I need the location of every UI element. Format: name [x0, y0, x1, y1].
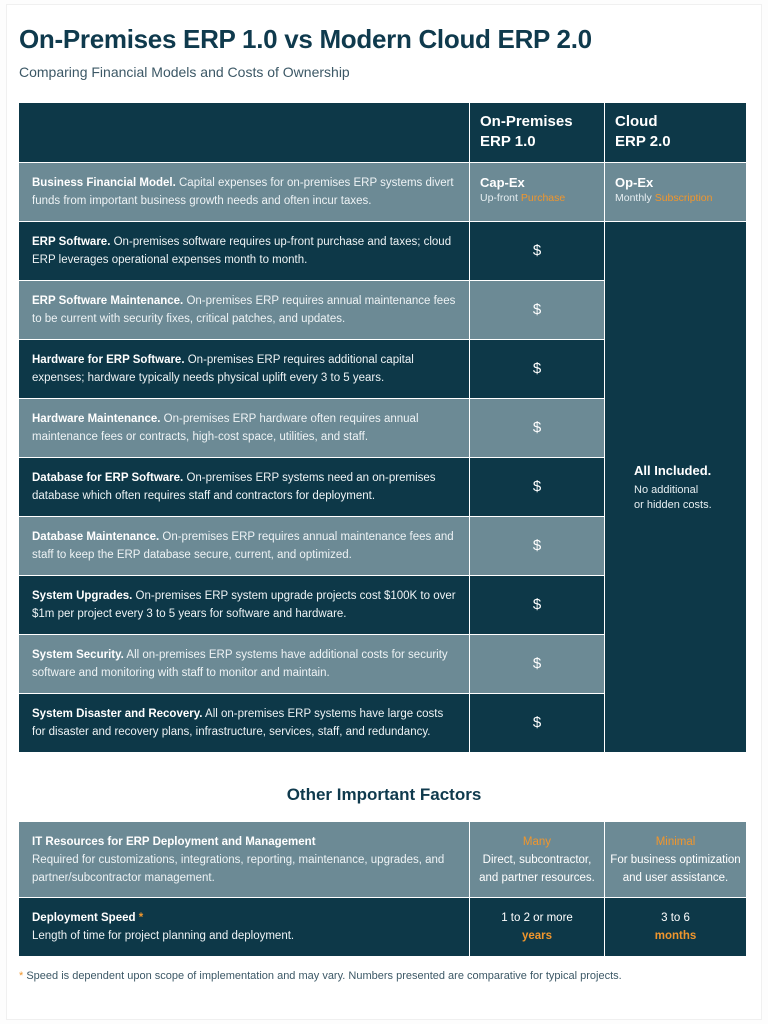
all-included-line2: or hidden costs. [634, 498, 712, 511]
header-onprem-line1: On-Premises [480, 113, 573, 130]
row-text: All on-premises ERP systems have large costs for disaster and recovery plans, infrastructure, services, staff, and redundancy. [32, 708, 444, 738]
all-included-heading: All Included. [634, 462, 712, 478]
onprem-it-accent: Many [522, 835, 552, 848]
cloud-deployment-speed [605, 898, 746, 957]
cloud-speed-line1: 3 to 6 [661, 912, 690, 924]
cloud-speed-accent: months [654, 930, 697, 942]
row-label: Hardware for ERP Software. [32, 354, 185, 366]
onprem-model-cell [470, 163, 605, 222]
row-text: All on-premises ERP systems have additional costs for security software and monitoring with staff to monitor and maintain. [32, 649, 448, 679]
table-row-system-security [19, 635, 470, 694]
row-text: On-premises ERP systems need an on-premises database which often requires staff and contractors for deployment. [32, 472, 436, 502]
table-row-erp-software [19, 222, 470, 281]
footnote-star: * [19, 970, 24, 982]
table-row-system-upgrades [19, 576, 470, 635]
factor-row-it-resources [19, 822, 470, 898]
onprem-cost-system-security: $ [470, 635, 605, 694]
table-row-hardware-maintenance [19, 399, 470, 458]
speed-star: * [135, 912, 144, 924]
header-cloud-line2: ERP 2.0 [615, 133, 671, 150]
onprem-deployment-speed [470, 898, 605, 957]
onprem-cost-hardware: $ [470, 340, 605, 399]
cloud-model-cell [605, 163, 746, 222]
table-row-disaster-recovery [19, 694, 470, 753]
row-label: System Security. [32, 649, 124, 661]
table-header-blank [19, 103, 470, 163]
onprem-cost-database: $ [470, 458, 605, 517]
onprem-speed-accent: years [521, 930, 553, 942]
onprem-model: Cap-Ex [480, 175, 525, 190]
row-text: On-premises ERP requires annual maintenance fees to be current with security fixes, critical patches, and updates. [32, 295, 456, 325]
onprem-it-resources [470, 822, 605, 898]
onprem-it-line1: Direct, subcontractor, [482, 853, 592, 866]
cloud-model-small: Monthly [615, 192, 655, 204]
onprem-model-accent: Purchase [520, 192, 566, 204]
row-text: On-premises ERP hardware often requires annual maintenance fees or contracts, high-cost space, utilities, and staff. [32, 413, 419, 443]
cloud-it-resources [605, 822, 746, 898]
row-text: Capital expenses for on-premises ERP systems divert funds from important business growth needs and often incur taxes. [32, 177, 454, 207]
row-text: On-premises ERP requires annual maintenance fees and staff to keep the ERP database secure, current, and optimized. [32, 531, 454, 561]
onprem-cost-system-upgrades: $ [470, 576, 605, 635]
cloud-it-line2: and user assistance. [622, 871, 729, 884]
onprem-cost-disaster-recovery: $ [470, 694, 605, 753]
footnote-text: Speed is dependent upon scope of implementation and may vary. Numbers presented are comparative for typical projects. [23, 970, 622, 982]
row-label: Database for ERP Software. [32, 472, 184, 484]
table-header-cloud [605, 103, 746, 163]
row-label: Hardware Maintenance. [32, 413, 161, 425]
factor-text: Required for customizations, integrations, reporting, maintenance, upgrades, and partner/subcontractor management. [32, 853, 445, 884]
comparison-table [19, 103, 746, 753]
table-row-erp-software-maintenance [19, 281, 470, 340]
table-header-onprem [470, 103, 605, 163]
table-row-hardware [19, 340, 470, 399]
row-text: On-premises ERP requires additional capital expenses; hardware typically needs physical uplift every 3 to 5 years. [32, 354, 414, 384]
all-included-line1: No additional [634, 483, 699, 496]
header-onprem-line2: ERP 1.0 [480, 133, 536, 150]
factor-label [32, 909, 294, 927]
page-title: On-Premises ERP 1.0 vs Modern Cloud ERP 2.0 [19, 24, 592, 54]
cloud-it-accent: Minimal [655, 835, 696, 848]
cloud-all-included [605, 222, 746, 753]
row-text: On-premises ERP system upgrade projects cost $100K to over $1m per project every 3 to 5 years for software and hardware. [32, 590, 456, 620]
footnote [19, 970, 622, 982]
onprem-cost-erp-software: $ [470, 222, 605, 281]
row-label: System Upgrades. [32, 590, 133, 602]
onprem-cost-database-maintenance: $ [470, 517, 605, 576]
row-label: Business Financial Model. [32, 177, 176, 189]
row-text: On-premises software requires up-front purchase and taxes; cloud ERP leverages operational expenses month to month. [32, 236, 452, 266]
row-label: ERP Software Maintenance. [32, 295, 184, 307]
speed-label: Deployment Speed [32, 912, 136, 924]
onprem-speed-line1: 1 to 2 or more [501, 912, 573, 924]
factor-text: Length of time for project planning and deployment. [32, 930, 295, 942]
header-cloud-line1: Cloud [615, 113, 658, 130]
cloud-it-line1: For business optimization [610, 853, 741, 866]
factors-title: Other Important Factors [286, 785, 482, 804]
row-label: System Disaster and Recovery. [32, 708, 203, 720]
factors-table [19, 822, 746, 957]
onprem-cost-hardware-maintenance: $ [470, 399, 605, 458]
cloud-model-accent: Subscription [654, 192, 713, 204]
onprem-model-small: Up-front [480, 192, 521, 204]
factor-row-deployment-speed [19, 898, 470, 957]
table-row-business-model [19, 163, 470, 222]
row-label: Database Maintenance. [32, 531, 160, 543]
page-subtitle: Comparing Financial Models and Costs of Ownership [19, 64, 350, 80]
onprem-it-line2: and partner resources. [479, 871, 595, 884]
onprem-cost-erp-software-maintenance: $ [470, 281, 605, 340]
table-row-database-maintenance [19, 517, 470, 576]
table-row-database [19, 458, 470, 517]
row-label: ERP Software. [32, 236, 111, 248]
cloud-model: Op-Ex [615, 175, 654, 190]
factor-label: IT Resources for ERP Deployment and Management [32, 835, 316, 848]
